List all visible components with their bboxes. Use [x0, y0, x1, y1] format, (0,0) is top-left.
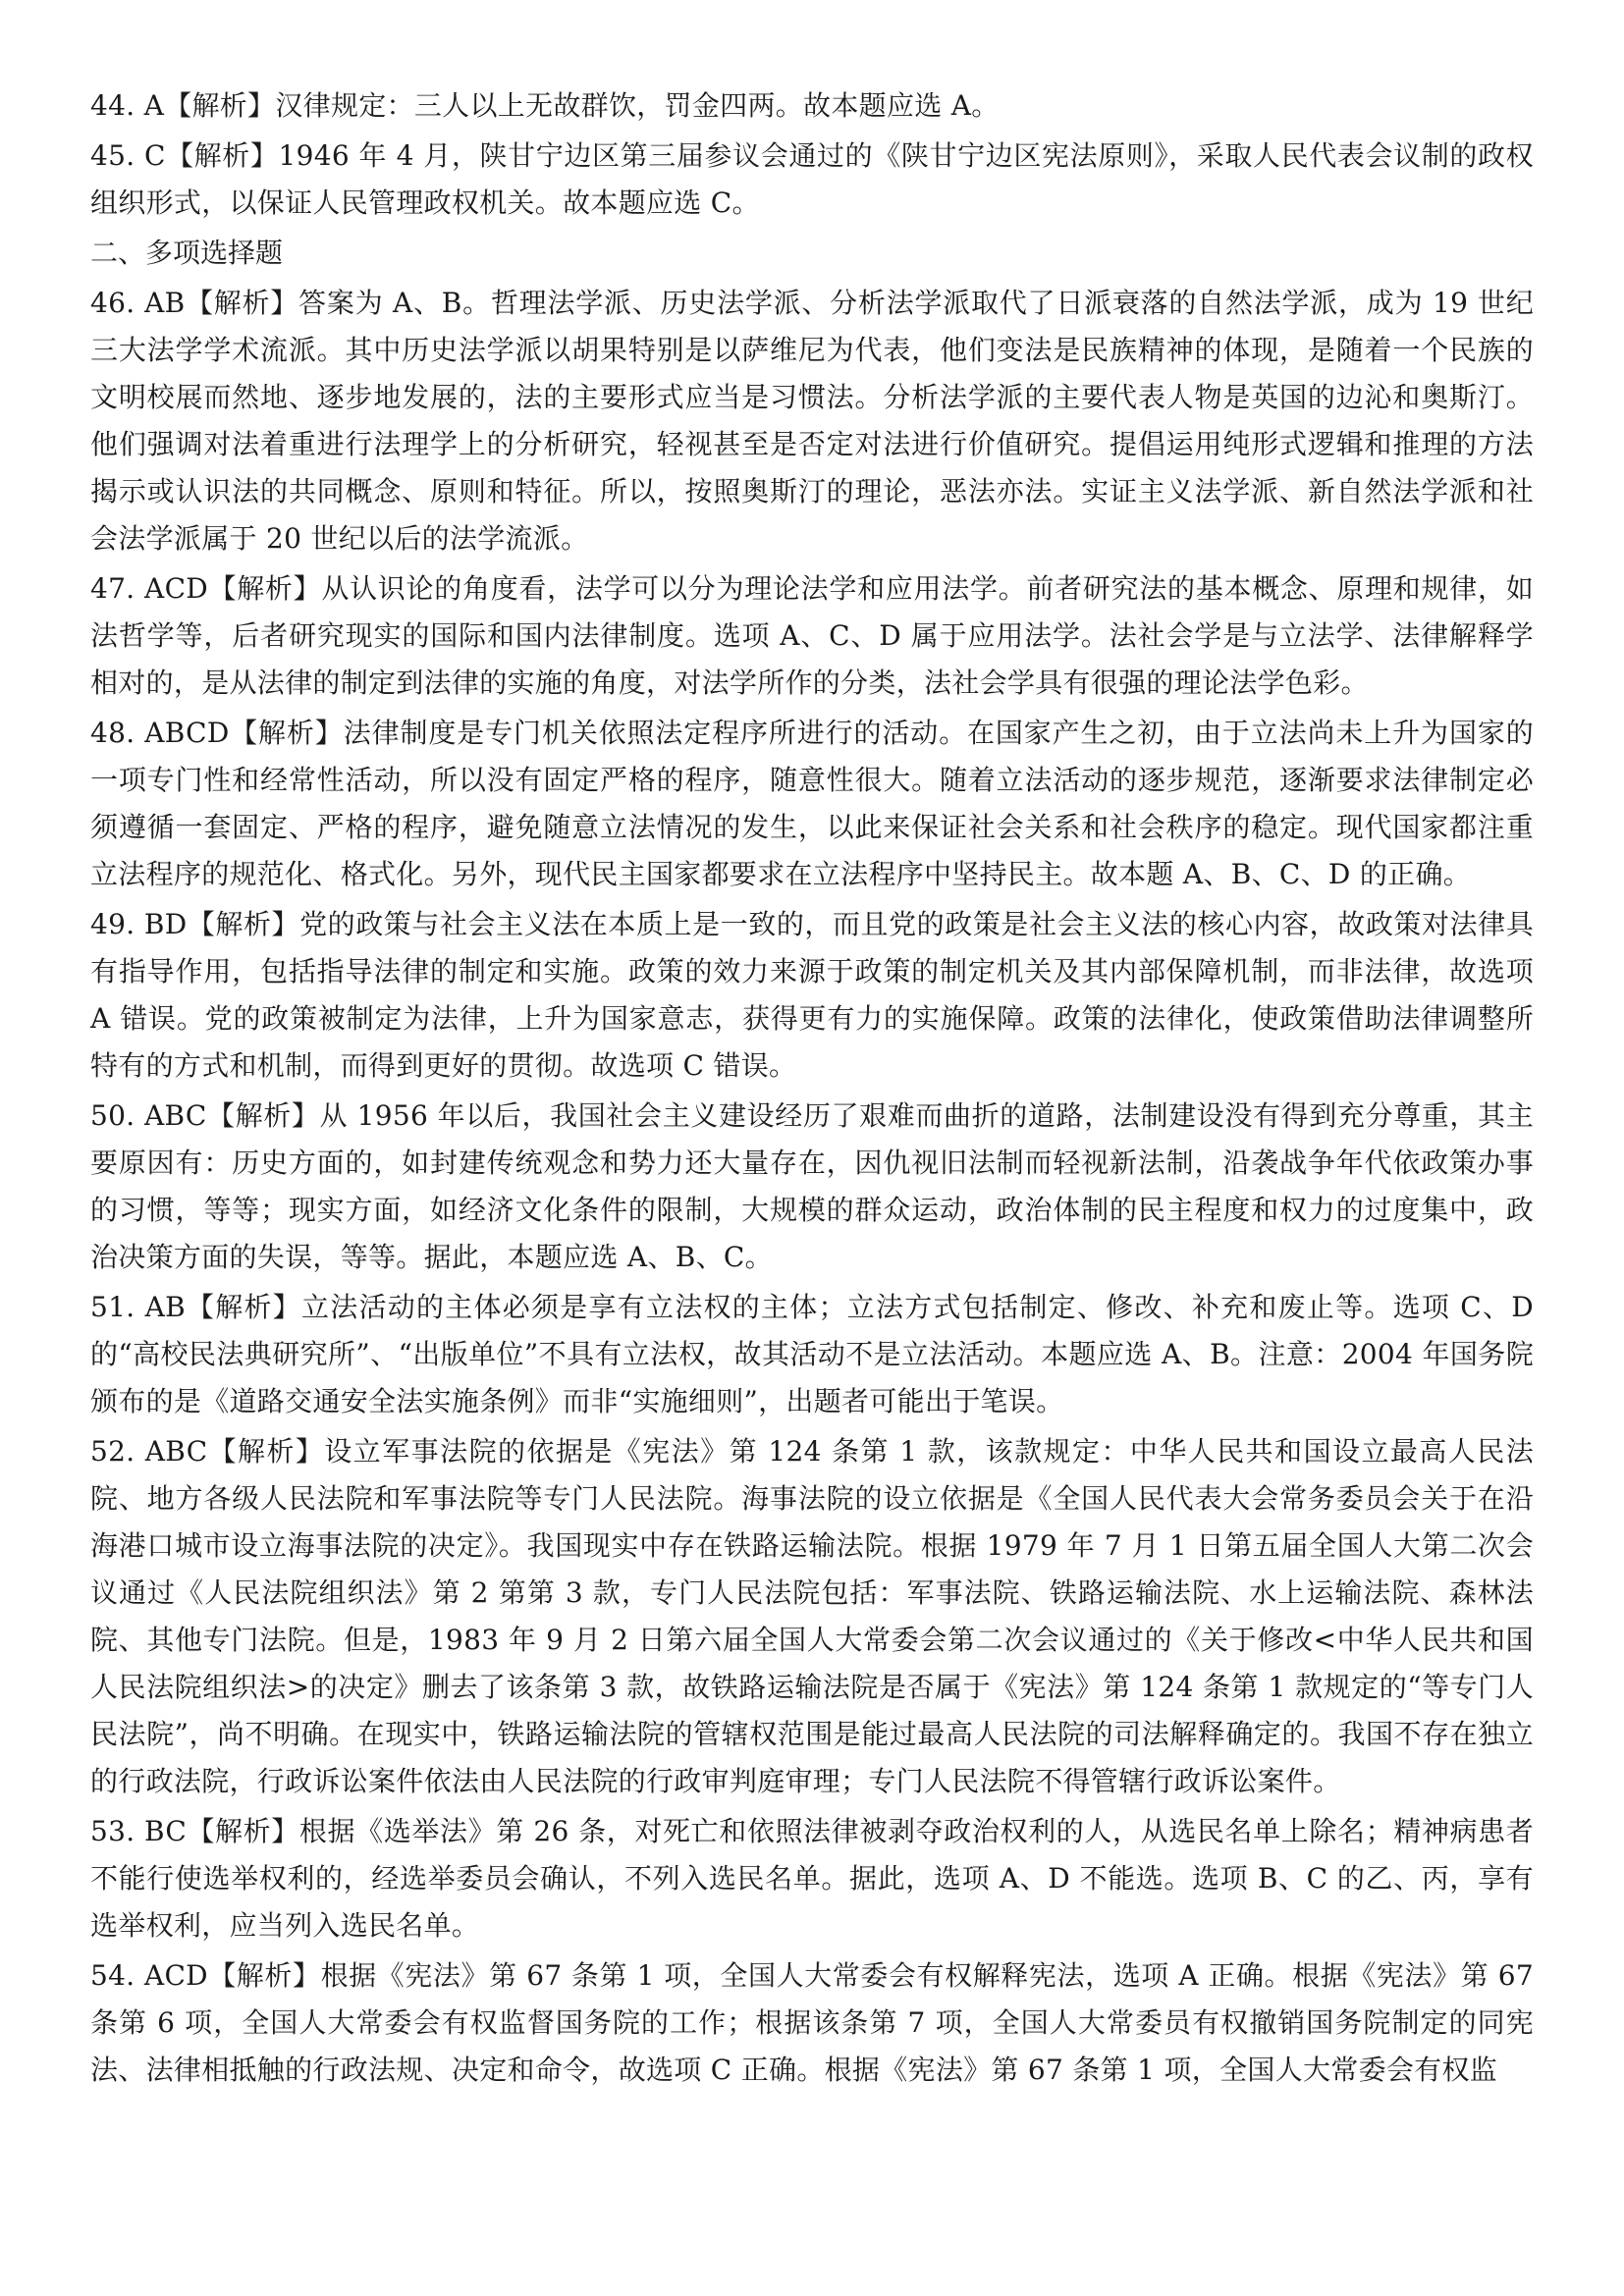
answer-48: 48. ABCD【解析】法律制度是专门机关依照法定程序所进行的活动。在国家产生之初，由于立法尚未上升为国家的一项专门性和经常性活动，所以没有固定严格的程序，随意性很大。随着立法活动的逐步规范，逐渐要求法律制定必须遵循一套固定、严格的程序，避免随意立法情况的发生，以此来保证社会关系和社会秩序的稳定。现代国家都注重立法程序的规范化、格式化。另外，现代民主国家都要求在立法程序中坚持民主。故本题 A、B、C、D 的正确。	[90, 717, 1534, 890]
answer-47: 47. ACD【解析】从认识论的角度看，法学可以分为理论法学和应用法学。前者研究法的基本概念、原理和规律，如法哲学等，后者研究现实的国际和国内法律制度。选项 A、C、D 属于应用法学。法社会学是与立法学、法律解释学相对的，是从法律的制定到法律的实施的角度，对法学所作的分类，法社会学具有很强的理论法学色彩。	[90, 572, 1534, 699]
answer-44: 44. A【解析】汉律规定：三人以上无故群饮，罚金四两。故本题应选 A。	[90, 89, 1000, 122]
answer-50: 50. ABC【解析】从 1956 年以后，我国社会主义建设经历了艰难而曲折的道路，法制建设没有得到充分尊重，其主要原因有：历史方面的，如封建传统观念和势力还大量存在，因仇视旧法制而轻视新法制，沿袭战争年代依政策办事的习惯，等等；现实方面，如经济文化条件的限制，大规模的群众运动，政治体制的民主程度和权力的过度集中，政治决策方面的失误，等等。据此，本题应选 A、B、C。	[90, 1099, 1534, 1273]
answer-54: 54. ACD【解析】根据《宪法》第 67 条第 1 项，全国人大常委会有权解释宪法，选项 A 正确。根据《宪法》第 67 条第 6 项，全国人大常委会有权监督国务院的工作；根据该条第 7 项，全国人大常委员有权撤销国务院制定的同宪法、法律相抵触的行政法规、决定和命令，故选项 C 正确。根据《宪法》第 67 条第 1 项，全国人大常委会有权监	[90, 1959, 1534, 2086]
answer-51: 51. AB【解析】立法活动的主体必须是享有立法权的主体；立法方式包括制定、修改、补充和废止等。选项 C、D 的“高校民法典研究所”、“出版单位”不具有立法权，故其活动不是立法活动。本题应选 A、B。注意：2004 年国务院颁布的是《道路交通安全法实施条例》而非“实施细则”，出题者可能出于笔误。	[90, 1291, 1534, 1417]
answer-49: 49. BD【解析】党的政策与社会主义法在本质上是一致的，而且党的政策是社会主义法的核心内容，故政策对法律具有指导作用，包括指导法律的制定和实施。政策的效力来源于政策的制定机关及其内部保障机制，而非法律，故选项 A 错误。党的政策被制定为法律，上升为国家意志，获得更有力的实施保障。政策的法律化，使政策借助法律调整所特有的方式和机制，而得到更好的贯彻。故选项 C 错误。	[90, 908, 1534, 1082]
answer-53: 53. BC【解析】根据《选举法》第 26 条，对死亡和依照法律被剥夺政治权利的人，从选民名单上除名；精神病患者不能行使选举权利的，经选举委员会确认，不列入选民名单。据此，选项 A、D 不能选。选项 B、C 的乙、丙，享有选举权利，应当列入选民名单。	[90, 1815, 1534, 1942]
answer-45: 45. C【解析】1946 年 4 月，陕甘宁边区第三届参议会通过的《陕甘宁边区宪法原则》，采取人民代表会议制的政权组织形式，以保证人民管理政权机关。故本题应选 C。	[90, 139, 1534, 219]
answer-52: 52. ABC【解析】设立军事法院的依据是《宪法》第 124 条第 1 款，该款规定：中华人民共和国设立最高人民法院、地方各级人民法院和军事法院等专门人民法院。海事法院的设立依据是《全国人民代表大会常务委员会关于在沿海港口城市设立海事法院的决定》。我国现实中存在铁路运输法院。根据 1979 年 7 月 1 日第五届全国人大第二次会议通过《人民法院组织法》第 2 第第 3 款，专门人民法院包括：军事法院、铁路运输法院、水上运输法院、森林法院、其他专门法院。但是，1983 年 9 月 2 日第六届全国人大常委会第二次会议通过的《关于修改<中华人民共和国人民法院组织法>的决定》删去了该条第 3 款，故铁路运输法院是否属于《宪法》第 124 条第 1 款规定的“等专门人民法院”，尚不明确。在现实中，铁路运输法院的管辖权范围是能过最高人民法院的司法解释确定的。我国不存在独立的行政法院，行政诉讼案件依法由人民法院的行政审判庭审理；专门人民法院不得管辖行政诉讼案件。	[90, 1435, 1534, 1797]
answer-46: 46. AB【解析】答案为 A、B。哲理法学派、历史法学派、分析法学派取代了日派衰落的自然法学派，成为 19 世纪三大法学学术流派。其中历史法学派以胡果特别是以萨维尼为代表，他们变法是民族精神的体现，是随着一个民族的文明校展而然地、逐步地发展的，法的主要形式应当是习惯法。分析法学派的主要代表人物是英国的边沁和奥斯汀。他们强调对法着重进行法理学上的分析研究，轻视甚至是否定对法进行价值研究。提倡运用纯形式逻辑和推理的方法揭示或认识法的共同概念、原则和特征。所以，按照奥斯汀的理论，恶法亦法。实证主义法学派、新自然法学派和社会法学派属于 20 世纪以后的法学流派。	[90, 287, 1534, 555]
section-title-multiple-choice: 二、多项选择题	[90, 237, 284, 269]
